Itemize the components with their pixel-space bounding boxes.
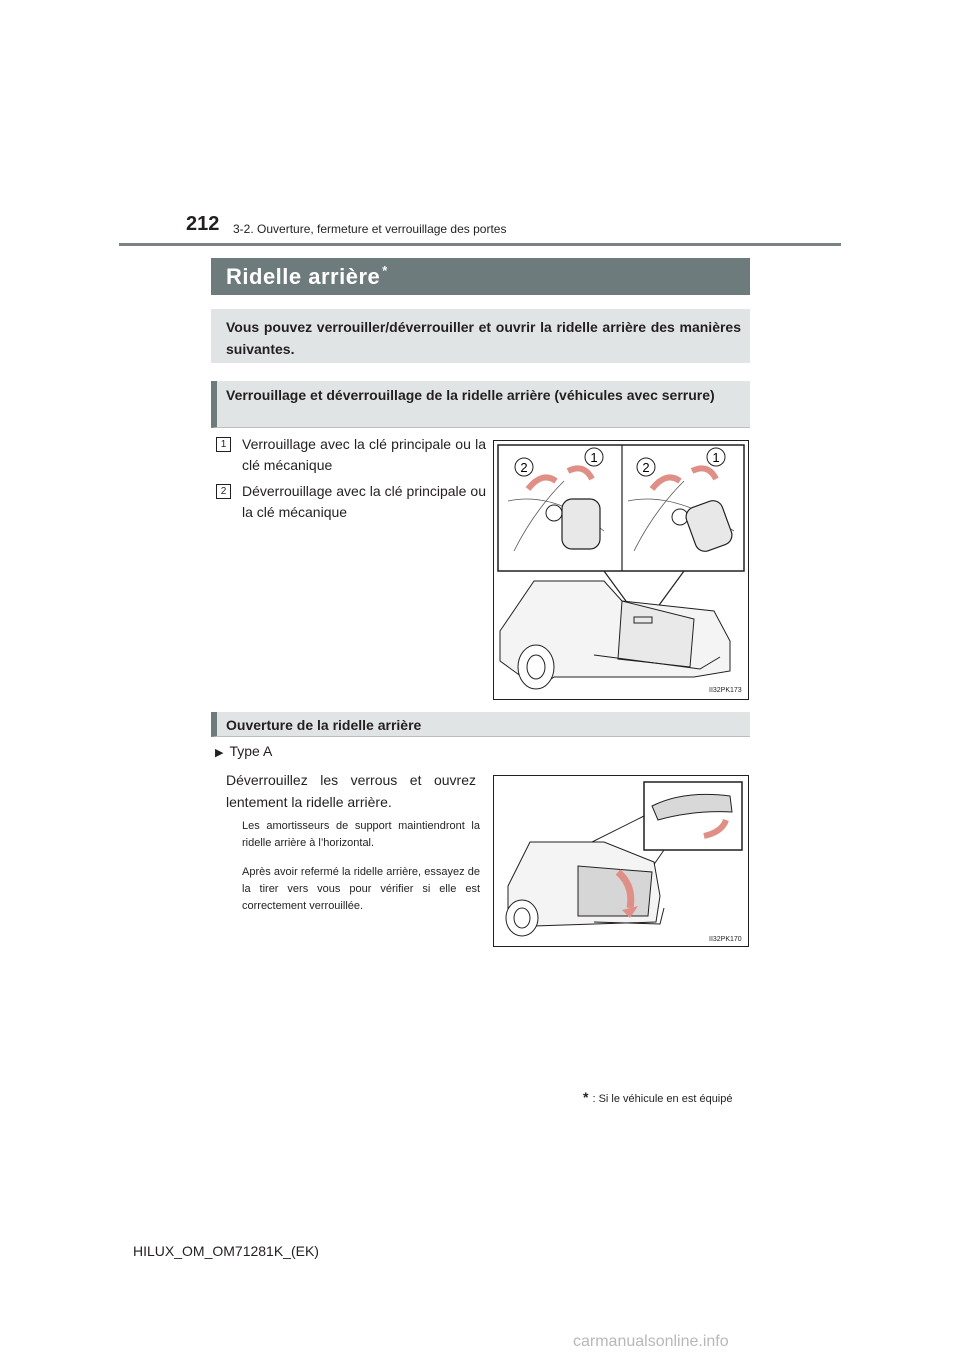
footnote-asterisk: * [583,1089,589,1105]
title-asterisk: * [382,263,388,278]
item-1-text: Verrouillage avec la clé principale ou la clé mécanique [242,436,486,473]
triangle-right-icon: ▶ [215,747,224,759]
truck-rear-open-drawing [506,842,664,936]
figure-2-code: II32PK170 [709,936,742,943]
type-a-label [215,743,272,759]
header-rule [119,243,841,246]
footnote [583,1089,733,1105]
callout-1-right-text: 1 [712,450,720,465]
figure-tailgate-open-drawing [494,776,748,946]
intro-text: Vous pouvez verrouiller/déverrouiller et ouvrir la ridelle arrière des manières suivantes. [226,319,741,357]
page-number: 212 [186,213,220,235]
note-check-locked: Après avoir refermé la ridelle arrière, essayez de la tirer vers vous pour vérifier si elle est correctement verrouillée. [242,866,480,912]
item-2-number: 2 [216,484,231,499]
document-code: HILUX_OM_OM71281K_(EK) [133,1243,319,1259]
footnote-text: : Si le véhicule en est équipé [592,1093,733,1105]
section-1-heading: Verrouillage et déverrouillage de la ridelle arrière (véhicules avec serrure) [226,387,715,403]
opening-instructions: Déverrouillez les verrous et ouvrez lentement la ridelle arrière. [226,772,476,810]
item-1-number: 1 [216,437,231,452]
figure-tailgate-open [493,775,749,947]
page-title [226,264,388,290]
callout-1-left-text: 1 [590,450,598,465]
truck-rear-drawing [500,581,730,689]
key-left [562,499,600,549]
chapter-title: 3-2. Ouverture, fermeture et verrouillage des portes [233,222,507,236]
page-title-text: Ridelle arrière [226,264,381,289]
site-watermark: carmanualsonline.info [573,1333,729,1350]
item-2-text: Déverrouillage avec la clé principale ou la clé mécanique [242,483,486,520]
callout-2-left-text: 2 [520,460,528,475]
section-2-heading: Ouverture de la ridelle arrière [226,717,422,733]
type-a-text: Type A [229,743,273,759]
figure-1-code: II32PK173 [709,687,742,694]
note-support-dampers: Les amortisseurs de support maintiendront la ridelle arrière à l’horizontal. [242,820,480,849]
figure-tailgate-lock-drawing [494,441,748,699]
figure-tailgate-lock [493,440,749,700]
callout-2-right-text: 2 [642,460,650,475]
